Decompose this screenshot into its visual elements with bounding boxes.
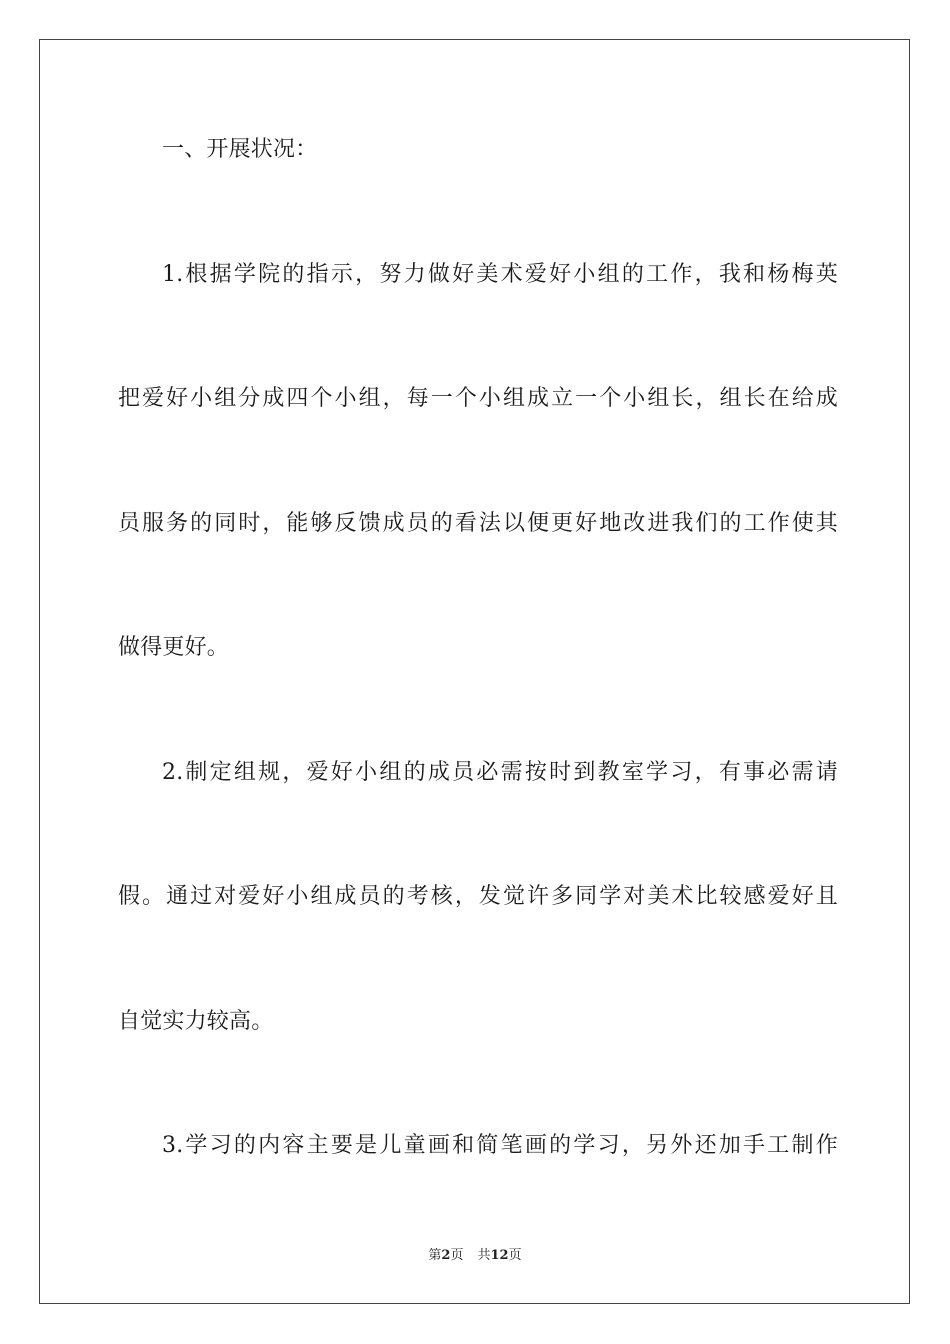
paragraph-1-line-3: 员服务的同时，能够反馈成员的看法以便更好地改进我们的工作使其	[118, 511, 838, 536]
page-footer	[0, 1247, 950, 1265]
paragraph-2-line-1: 2.制定组规，爱好小组的成员必需按时到教室学习，有事必需请	[162, 760, 838, 785]
footer-total-suffix: 页	[508, 1248, 522, 1263]
page-border	[39, 39, 910, 1304]
footer-page-prefix: 第	[428, 1248, 442, 1263]
paragraph-2-line-3: 自觉实力较高。	[118, 1009, 274, 1034]
paragraph-3-line-1: 3.学习的内容主要是儿童画和简笔画的学习，另外还加手工制作	[162, 1133, 838, 1158]
paragraph-1-line-4: 做得更好。	[118, 635, 230, 660]
footer-page-suffix: 页	[450, 1248, 464, 1263]
footer-total-pages: 12	[490, 1248, 509, 1263]
section-heading: 一、开展状况：	[162, 137, 318, 162]
paragraph-1-line-2: 把爱好小组分成四个小组，每一个小组成立一个小组长，组长在给成	[118, 386, 838, 411]
paragraph-1-line-1: 1.根据学院的指示，努力做好美术爱好小组的工作，我和杨梅英	[162, 262, 838, 287]
footer-total-prefix: 共	[477, 1248, 491, 1263]
footer-page-number: 2	[441, 1248, 451, 1263]
paragraph-2-line-2: 假。通过对爱好小组成员的考核，发觉许多同学对美术比较感爱好且	[118, 884, 838, 909]
